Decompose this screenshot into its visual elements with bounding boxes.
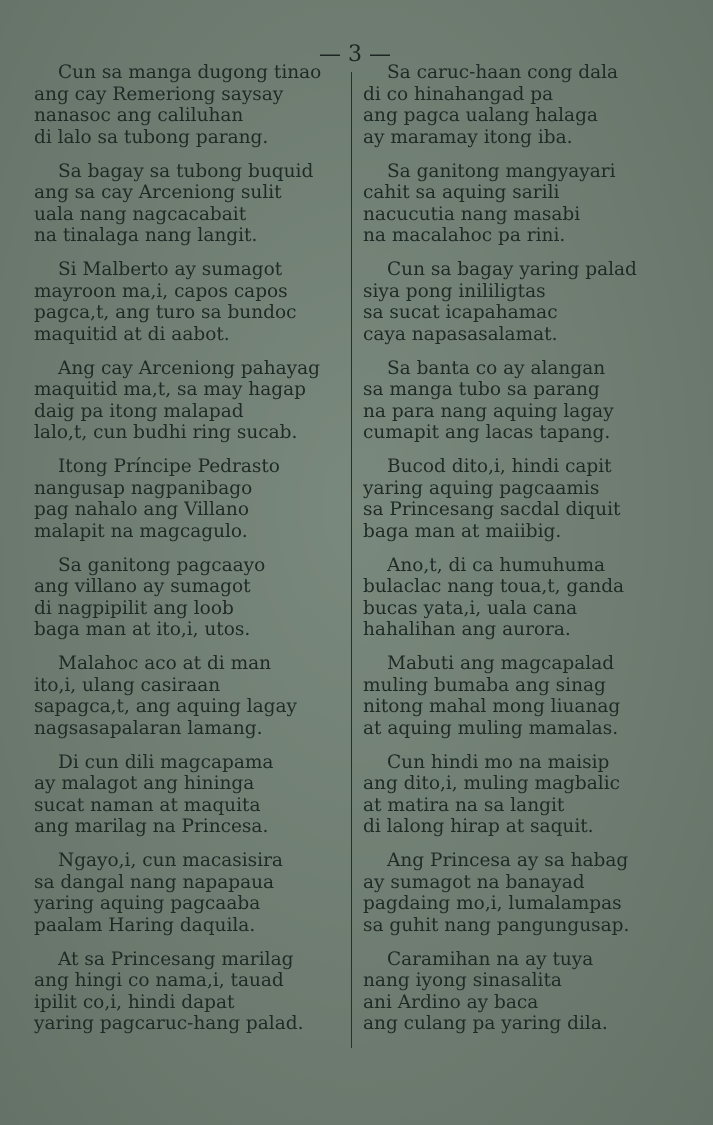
stanza xyxy=(363,62,663,161)
verse-line: hahalihan ang aurora. xyxy=(363,619,571,640)
verse-line: caya napasasalamat. xyxy=(363,323,558,345)
stanza xyxy=(34,456,334,555)
stanza xyxy=(34,949,334,1048)
verse-line: At sa Princesang marilag xyxy=(58,948,294,970)
verse-line: Sa ganitong pagcaayo xyxy=(58,554,266,576)
verse-line: sapagca,t, ang aquing lagay xyxy=(34,696,297,717)
verse-line: Bucod dito,i, hindi capit xyxy=(387,456,612,477)
verse-line: nagsasapalaran lamang. xyxy=(34,717,263,739)
stanza xyxy=(34,653,334,752)
verse-line: uala nang nagcacabait xyxy=(34,203,247,225)
verse-line: maquitid at di aabot. xyxy=(34,323,230,345)
verse-line: ani Ardino ay baca xyxy=(363,991,539,1013)
verse-line: yaring aquing pagcaamis xyxy=(363,477,600,499)
verse-line: Cun sa bagay yaring palad xyxy=(387,259,637,280)
stanza xyxy=(363,358,663,457)
verse-line: muling bumaba ang sinag xyxy=(363,674,606,696)
verse-line: sa Princesang sacdal diquit xyxy=(363,499,621,520)
verse-line: nang iyong sinasalita xyxy=(363,970,562,991)
verse-line: ang villano ay sumagot xyxy=(34,576,251,597)
verse-line: na para nang aquing lagay xyxy=(363,400,614,422)
verse-line: Malahoc aco at di man xyxy=(58,653,272,674)
verse-line: Si Malberto ay sumagot xyxy=(58,259,283,280)
verse-line: daig pa itong malapad xyxy=(34,400,244,422)
verse-line: sa guhit nang pangungusap. xyxy=(363,914,630,936)
verse-line: ang dito,i, muling magbalic xyxy=(363,773,620,794)
verse-line: at aquing muling mamalas. xyxy=(363,717,619,739)
verse-line: di nagpipilit ang loob xyxy=(34,597,234,619)
stanza xyxy=(34,752,334,851)
verse-line: pagca,t, ang turo sa bundoc xyxy=(34,302,297,323)
verse-line: siya pong inililigtas xyxy=(363,280,546,302)
verse-line: Ang Princesa ay sa habag xyxy=(387,850,629,871)
verse-line: Sa ganitong mangyayari xyxy=(387,160,616,182)
verse-line: Mabuti ang magcapalad xyxy=(387,653,615,674)
verse-line: ang marilag na Princesa. xyxy=(34,816,269,837)
verse-line: ito,i, ulang casiraan xyxy=(34,674,221,696)
verse-line: paalam Haring daquila. xyxy=(34,914,256,936)
stanza xyxy=(363,752,663,851)
verse-line: mayroon ma,i, capos capos xyxy=(34,280,288,302)
stanza xyxy=(34,555,334,654)
verse-line: nacucutia nang masabi xyxy=(363,203,581,225)
stanza xyxy=(34,358,334,457)
verse-line: ang pagca ualang halaga xyxy=(363,105,598,126)
stanza xyxy=(34,161,334,260)
stanza xyxy=(363,456,663,555)
verse-line: na macalahoc pa rini. xyxy=(363,225,566,246)
stanza xyxy=(363,259,663,358)
verse-line: Sa caruc-haan cong dala xyxy=(387,62,619,83)
verse-line: nanasoc ang caliluhan xyxy=(34,105,244,126)
verse-line: baga man at ito,i, utos. xyxy=(34,619,251,640)
verse-line: pagdaing mo,i, lumalampas xyxy=(363,893,622,914)
verse-line: ay maramay itong iba. xyxy=(363,126,573,148)
stanza xyxy=(363,653,663,752)
verse-line: yaring aquing pagcaaba xyxy=(34,893,261,914)
verse-line: Itong Príncipe Pedrasto xyxy=(58,456,280,477)
verse-line: ay malagot ang hininga xyxy=(34,773,255,794)
verse-line: baga man at maiibig. xyxy=(363,520,562,542)
verse-line: lalo,t, cun budhi ring sucab. xyxy=(34,422,298,443)
verse-line: ang culang pa yaring dila. xyxy=(363,1013,608,1034)
page-number: — 3 — xyxy=(319,42,391,67)
verse-line: bulaclac nang toua,t, ganda xyxy=(363,576,625,597)
verse-line: ipilit co,i, hindi dapat xyxy=(34,991,235,1013)
verse-line: di lalong hirap at saquit. xyxy=(363,816,594,837)
verse-line: ay sumagot na banayad xyxy=(363,871,585,893)
verse-line: di lalo sa tubong parang. xyxy=(34,126,269,148)
column-divider xyxy=(351,72,352,1048)
stanza xyxy=(34,850,334,949)
verse-line: Sa banta co ay alangan xyxy=(387,357,606,379)
verse-line: di co hinahangad pa xyxy=(363,83,554,105)
verse-line: pag nahalo ang Villano xyxy=(34,499,249,520)
verse-line: yaring pagcaruc-hang palad. xyxy=(34,1013,304,1034)
stanza xyxy=(34,259,334,358)
verse-line: Cun sa manga dugong tinao xyxy=(58,62,322,83)
verse-line: Di cun dili magcapama xyxy=(58,751,274,773)
verse-line: cahit sa aquing sarili xyxy=(363,182,560,203)
stanza xyxy=(363,949,663,1048)
verse-line: na tinalaga nang langit. xyxy=(34,225,258,246)
stanza xyxy=(363,850,663,949)
verse-line: ang hingi co nama,i, tauad xyxy=(34,970,284,991)
stanza xyxy=(363,161,663,260)
verse-line: sucat naman at maquita xyxy=(34,794,261,816)
verse-line: ang sa cay Arceniong sulit xyxy=(34,182,282,203)
stanza xyxy=(34,62,334,161)
verse-line: Ano,t, di ca humuhuma xyxy=(387,554,606,576)
verse-line: cumapit ang lacas tapang. xyxy=(363,422,611,443)
verse-line: Ngayo,i, cun macasisira xyxy=(58,850,283,871)
verse-line: ang cay Remeriong saysay xyxy=(34,83,284,105)
verse-line: at matira na sa langit xyxy=(363,794,565,816)
verse-line: sa dangal nang napapaua xyxy=(34,871,275,893)
stanza xyxy=(363,555,663,654)
verse-line: malapit na magcagulo. xyxy=(34,520,248,542)
right-column xyxy=(363,62,663,1047)
verse-line: sa sucat icapahamac xyxy=(363,302,558,323)
verse-line: Caramihan na ay tuya xyxy=(387,948,594,970)
verse-line: maquitid ma,t, sa may hagap xyxy=(34,379,306,400)
verse-line: bucas yata,i, uala cana xyxy=(363,597,578,619)
verse-line: Cun hindi mo na maisip xyxy=(387,751,610,773)
verse-line: nitong mahal mong liuanag xyxy=(363,696,621,717)
verse-line: Ang cay Arceniong pahayag xyxy=(58,357,320,379)
verse-line: sa manga tubo sa parang xyxy=(363,379,600,400)
left-column xyxy=(34,62,334,1047)
verse-line: nangusap nagpanibago xyxy=(34,477,253,499)
verse-line: Sa bagay sa tubong buquid xyxy=(58,160,314,182)
